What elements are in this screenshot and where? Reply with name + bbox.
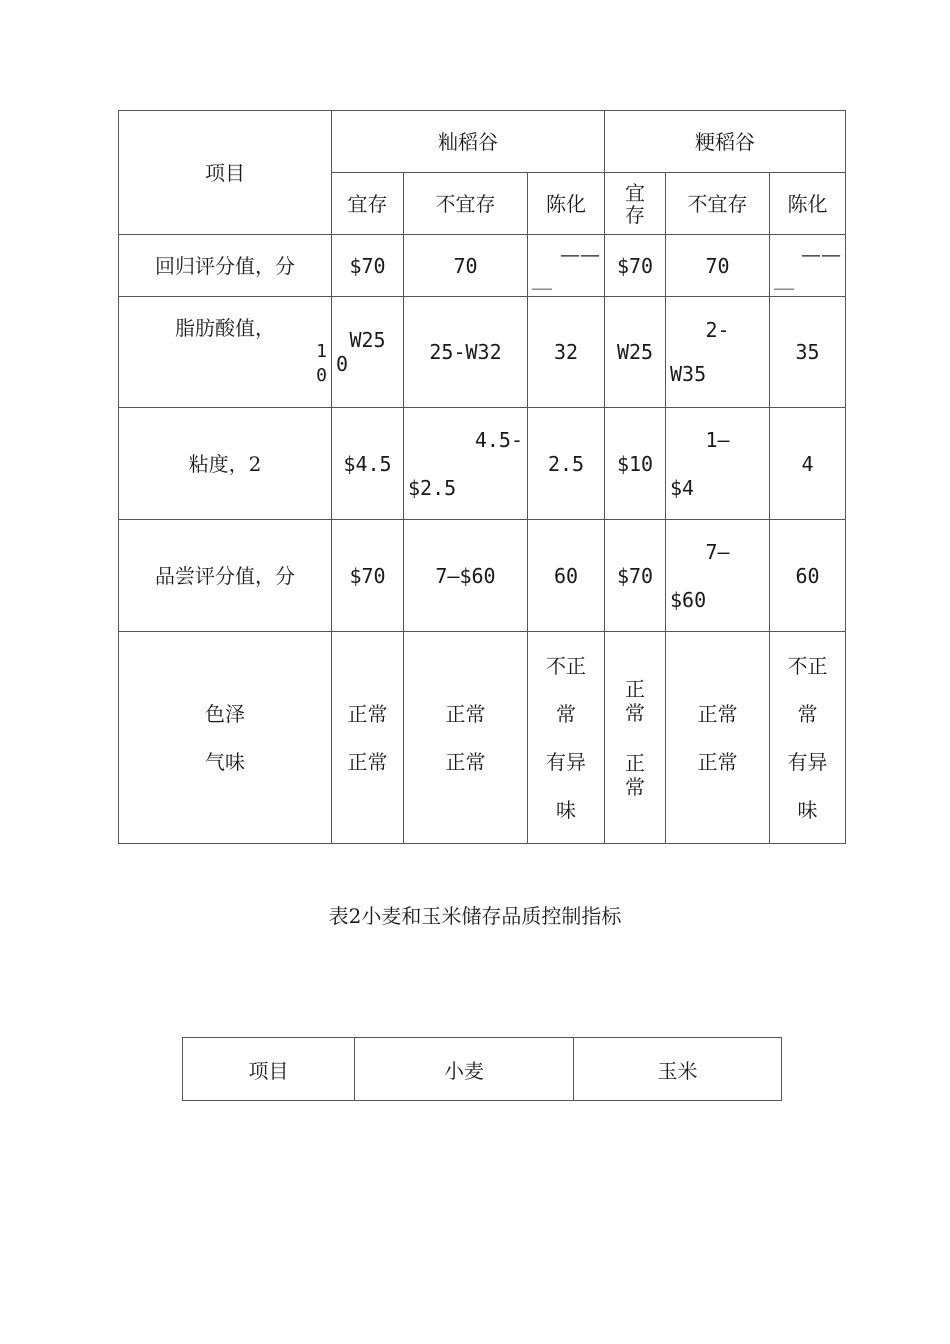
sub-header-aged: 陈化 [528, 173, 605, 235]
row-label-text: 0 [316, 365, 327, 386]
row-label: 回归评分值，分 [119, 235, 332, 297]
cell [605, 632, 666, 844]
rice-quality-table [118, 110, 846, 844]
sub-header-unsuitable: 不宜存 [666, 173, 770, 235]
table-row [119, 297, 846, 408]
cell-text: $60 [670, 587, 707, 612]
cell [770, 235, 846, 297]
cell-text: 常 [625, 700, 645, 725]
cell-text: 不正 [546, 653, 586, 678]
header-japonica-rice: 粳稻谷 [605, 111, 846, 173]
cell [666, 297, 770, 408]
sub-header-storable [605, 173, 666, 235]
cell [404, 632, 528, 844]
header-corn: 玉米 [574, 1038, 782, 1101]
row-label-text: 1 [316, 341, 327, 362]
cell-text: —— [560, 241, 600, 266]
cell: 35 [770, 297, 846, 408]
cell-text: $2.5 [408, 475, 457, 500]
header-wheat: 小麦 [355, 1038, 574, 1101]
row-label: 品尝评分值，分 [119, 520, 332, 632]
cell-text: 常 [797, 701, 818, 726]
cell-text: 正常 [445, 701, 486, 726]
cell-text: 7— [705, 539, 730, 564]
row-label [119, 632, 332, 844]
cell: $70 [332, 235, 404, 297]
header-indica-rice: 籼稻谷 [332, 111, 605, 173]
cell-text: 2- [705, 318, 730, 342]
cell [666, 520, 770, 632]
cell-text: 不正 [787, 653, 828, 678]
row-label-text: 色泽 [205, 701, 245, 726]
cell-text: 4.5- [474, 427, 523, 452]
cell: 25-W32 [404, 297, 528, 408]
cell-text: 味 [556, 797, 576, 822]
table-row [119, 235, 846, 297]
cell-text: 1— [705, 427, 730, 452]
cell [528, 235, 605, 297]
cell-text: W35 [670, 362, 707, 386]
sub-header-text: 存 [625, 202, 645, 227]
cell: 60 [528, 520, 605, 632]
cell-text: __ [532, 265, 552, 290]
cell: $10 [605, 408, 666, 520]
cell-text: 常 [625, 774, 645, 799]
cell [332, 632, 404, 844]
cell [332, 297, 404, 408]
cell-text: 有异 [787, 749, 828, 774]
table-row [119, 632, 846, 844]
cell [528, 632, 605, 844]
sub-header-aged: 陈化 [770, 173, 846, 235]
cell: $4.5 [332, 408, 404, 520]
table-row [119, 520, 846, 632]
cell: $70 [605, 235, 666, 297]
cell [666, 408, 770, 520]
cell-text: 正常 [697, 701, 738, 726]
cell-text: —— [801, 241, 841, 266]
sub-header-storable: 宜存 [332, 173, 404, 235]
cell: $70 [605, 520, 666, 632]
cell [666, 632, 770, 844]
row-label [119, 297, 332, 408]
cell: 7—$60 [404, 520, 528, 632]
cell-text: 正常 [347, 701, 388, 726]
row-label: 粘度，2 [119, 408, 332, 520]
sub-header-unsuitable: 不宜存 [404, 173, 528, 235]
cell-text: 正常 [445, 749, 486, 774]
header-item: 项目 [183, 1038, 355, 1101]
cell-text: W25 [349, 328, 386, 352]
cell: 70 [666, 235, 770, 297]
cell-text: 正常 [347, 749, 388, 774]
cell: 60 [770, 520, 846, 632]
cell-text: 有异 [546, 749, 586, 774]
cell-text: 正 [625, 676, 645, 701]
cell [404, 408, 528, 520]
cell [770, 632, 846, 844]
cell: 70 [404, 235, 528, 297]
cell-text: 正 [625, 750, 645, 775]
row-label-text: 脂肪酸值， [175, 316, 275, 340]
sub-header-text: 宜 [625, 180, 645, 205]
cell-text: $4 [670, 475, 695, 500]
header-item: 项目 [119, 111, 332, 235]
wheat-corn-table [182, 1037, 782, 1101]
cell: W25 [605, 297, 666, 408]
cell-text: 常 [556, 701, 576, 726]
row-label-text: 气味 [205, 749, 245, 774]
cell-text: 正常 [697, 749, 738, 774]
cell-text: 0 [336, 352, 349, 376]
table-row [119, 408, 846, 520]
table-caption: 表2小麦和玉米储存品质控制指标 [328, 904, 622, 928]
cell-text: __ [774, 265, 794, 290]
cell-text: 味 [797, 797, 818, 822]
cell: 32 [528, 297, 605, 408]
cell: 4 [770, 408, 846, 520]
cell: 2.5 [528, 408, 605, 520]
cell: $70 [332, 520, 404, 632]
